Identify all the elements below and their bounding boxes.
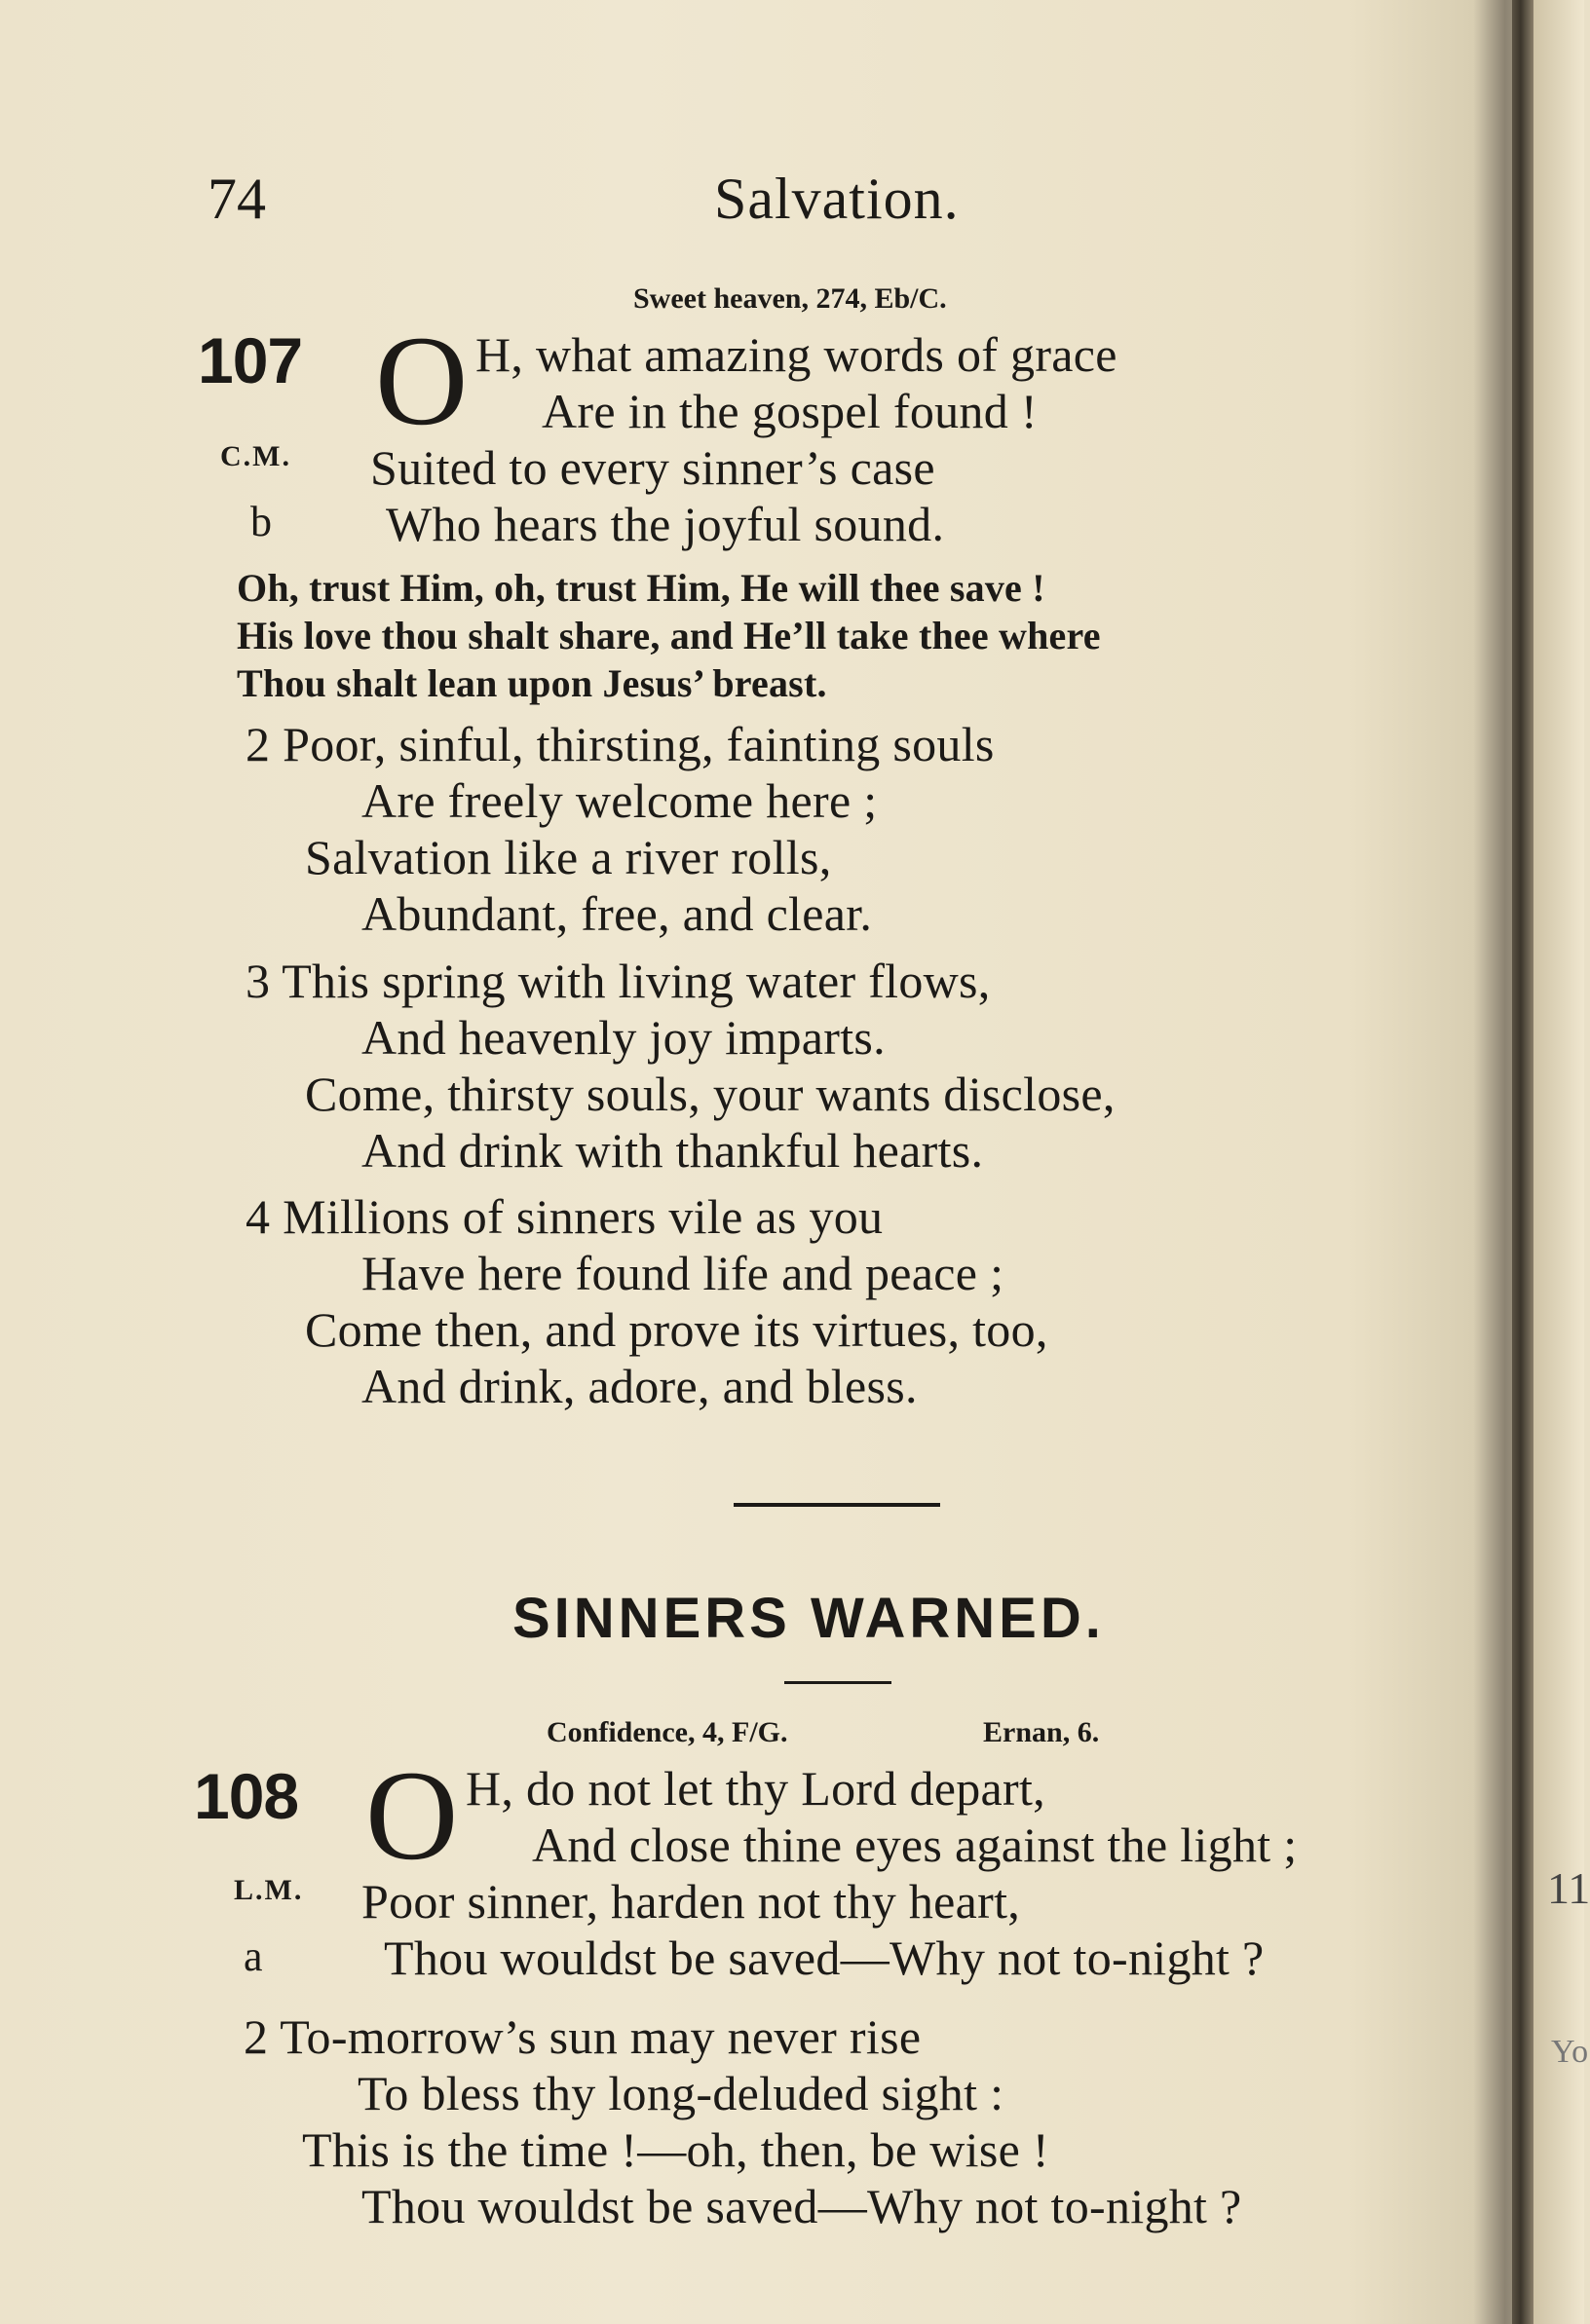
edge-mark-2: Yo <box>1551 2034 1589 2070</box>
hymn-108-line-2: And close thine eyes against the light ; <box>532 1818 1298 1872</box>
hymn-107-verse-4-line-1: 4 Millions of sinners vile as you <box>246 1189 884 1244</box>
hymn-107-verse-3-line-3: Come, thirsty souls, your wants disclose, <box>305 1067 1116 1121</box>
adjacent-page-edge <box>1533 0 1590 2324</box>
running-title: Salvation. <box>714 167 960 231</box>
section-heading: SINNERS WARNED. <box>512 1587 1105 1650</box>
hymn-107-meter: C.M. <box>220 440 291 472</box>
hymn-107-verse-2-line-3: Salvation like a river rolls, <box>305 830 832 884</box>
section-divider-rule <box>734 1503 940 1507</box>
hymn-107-verse-4-line-4: And drink, adore, and bless. <box>361 1359 918 1413</box>
hymn-107-verse-3-line-4: And drink with thankful hearts. <box>361 1123 984 1178</box>
hymn-107-tune: Sweet heaven, 274, Eb/C. <box>633 282 947 315</box>
hymn-108-verse-2-line-4: Thou wouldst be saved—Why not to-night ? <box>361 2179 1242 2233</box>
page-number: 74 <box>208 167 266 231</box>
hymn-107-line-2: Are in the gospel found ! <box>542 384 1038 438</box>
hymn-108-key: a <box>244 1932 263 1980</box>
hymn-108-tune-left: Confidence, 4, F/G. <box>547 1716 788 1748</box>
edge-mark-1: 11 <box>1547 1863 1590 1913</box>
hymn-108-verse-2-line-1: 2 To-morrow’s sun may never rise <box>244 2009 922 2064</box>
hymn-107-verse-2-line-2: Are freely welcome here ; <box>361 773 878 828</box>
hymn-107-line-4: Who hears the joyful sound. <box>386 497 945 551</box>
hymn-108-line-4: Thou wouldst be saved—Why not to-night ? <box>384 1930 1265 1985</box>
hymn-107-verse-2-line-4: Abundant, free, and clear. <box>361 886 873 941</box>
hymn-107-chorus-3: Thou shalt lean upon Jesus’ breast. <box>237 661 827 705</box>
hymn-107-verse-4-line-3: Come then, and prove its virtues, too, <box>305 1302 1048 1357</box>
hymn-107-key: b <box>250 498 272 545</box>
hymn-107-verse-2-line-1: 2 Poor, sinful, thirsting, fainting souls <box>246 717 995 771</box>
heading-underline-rule <box>784 1681 891 1684</box>
hymn-108-meter: L.M. <box>234 1874 304 1906</box>
hymn-108-tune-right: Ernan, 6. <box>983 1716 1100 1748</box>
hymn-108-number: 108 <box>194 1760 299 1832</box>
hymn-107-chorus-1: Oh, trust Him, oh, trust Him, He will thee save ! <box>237 566 1045 610</box>
hymn-107-drop-cap: O <box>375 309 469 452</box>
hymn-107-verse-4-line-2: Have here found life and peace ; <box>361 1246 1004 1300</box>
hymn-108-verse-2-line-2: To bless thy long-deluded sight : <box>358 2066 1004 2120</box>
hymn-107-line-3: Suited to every sinner’s case <box>370 440 935 495</box>
hymn-108-verse-2-line-3: This is the time !—oh, then, be wise ! <box>302 2122 1049 2177</box>
hymn-107-line-1: H, what amazing words of grace <box>475 327 1117 382</box>
hymn-108-line-1: H, do not let thy Lord depart, <box>466 1761 1045 1816</box>
hymn-107-verse-3-line-2: And heavenly joy imparts. <box>361 1010 886 1065</box>
hymn-108-line-3: Poor sinner, harden not thy heart, <box>361 1874 1021 1929</box>
hymn-107-chorus-2: His love thou shalt share, and He’ll take thee where <box>237 614 1101 657</box>
book-spine-shadow <box>1512 0 1533 2324</box>
hymn-108-drop-cap: O <box>365 1743 459 1887</box>
hymn-107-number: 107 <box>198 324 303 396</box>
hymn-107-verse-3-line-1: 3 This spring with living water flows, <box>246 954 991 1008</box>
